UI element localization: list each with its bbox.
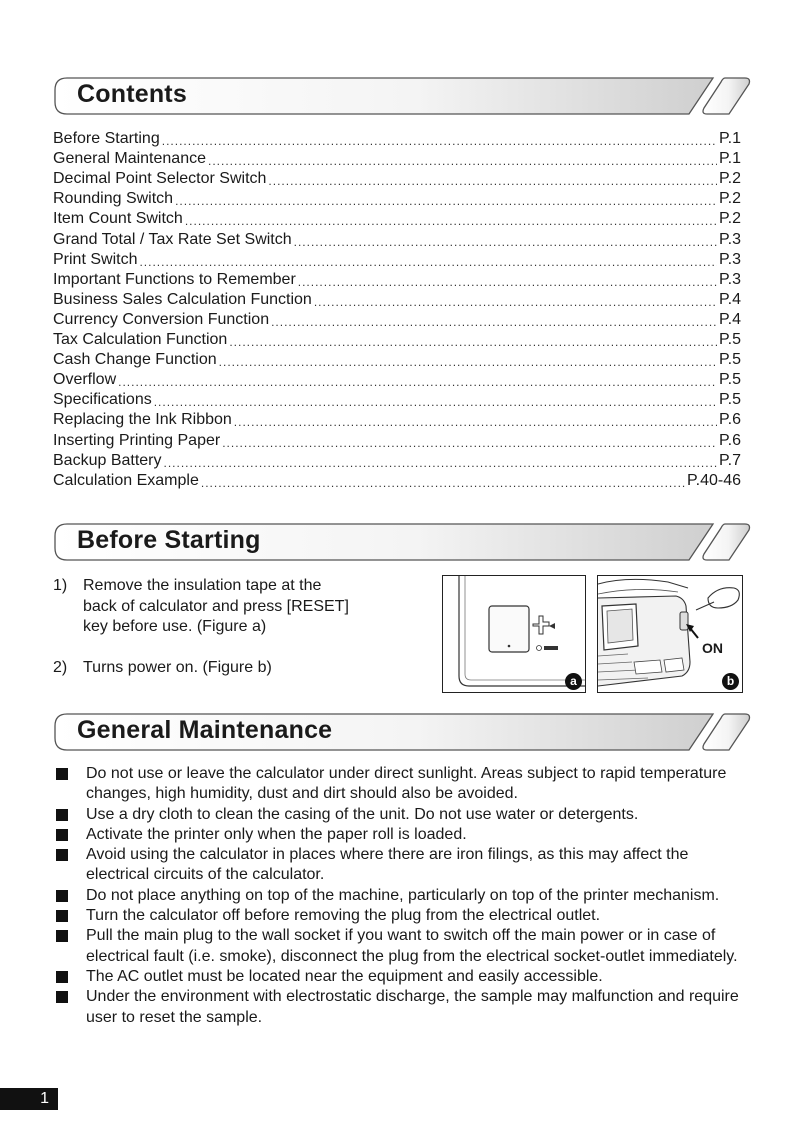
bullet-square-icon	[53, 845, 86, 886]
list-item	[53, 825, 753, 845]
toc-entry	[53, 349, 741, 369]
list-item	[53, 987, 753, 1028]
toc-leader-dots	[268, 174, 717, 188]
toc-entry	[53, 329, 741, 349]
toc-entry	[53, 249, 741, 269]
contents-title: Contents	[77, 80, 187, 108]
toc-leader-dots	[294, 235, 717, 249]
list-item	[53, 845, 753, 886]
toc-entry	[53, 450, 741, 470]
step-item	[53, 576, 433, 638]
toc-entry-title: Specifications	[53, 391, 152, 409]
toc-entry-page: P.6	[719, 411, 741, 429]
toc-entry-page: P.4	[719, 290, 741, 308]
toc-entry-title: Item Count Switch	[53, 210, 183, 228]
toc-entry-title: General Maintenance	[53, 150, 206, 168]
bullet-square-icon	[53, 764, 86, 805]
bullet-square-icon	[53, 886, 86, 906]
toc-entry-title: Tax Calculation Function	[53, 331, 228, 349]
list-item-text: Turn the calculator off before removing the plug from the electrical outlet.	[86, 907, 601, 925]
list-item	[53, 805, 753, 825]
bullet-square-icon	[53, 967, 86, 987]
toc-entry	[53, 168, 741, 188]
list-item	[53, 906, 753, 926]
toc-entry	[53, 309, 741, 329]
calculator-back-illustration	[443, 576, 586, 693]
toc-leader-dots	[185, 214, 717, 228]
toc-leader-dots	[219, 355, 717, 369]
figure-a	[442, 575, 586, 693]
list-item-text: Do not use or leave the calculator under direct sunlight. Areas subject to rapid temperature changes, high humidity, dust and dirt should also be avoided.	[86, 765, 727, 803]
toc-entry-title: Calculation Example	[53, 471, 199, 489]
toc-entry-page: P.3	[719, 230, 741, 248]
figure-b	[597, 575, 743, 693]
toc-leader-dots	[154, 395, 717, 409]
toc-leader-dots	[271, 315, 717, 329]
bullet-square-icon	[53, 825, 86, 845]
toc-entry-page: P.1	[719, 130, 741, 148]
toc-entry-title: Decimal Point Selector Switch	[53, 170, 267, 188]
toc-leader-dots	[175, 194, 717, 208]
toc-leader-dots	[164, 456, 718, 470]
toc-leader-dots	[118, 375, 717, 389]
step-number: 1)	[53, 577, 68, 594]
toc-leader-dots	[162, 134, 717, 148]
bullet-square-icon	[53, 906, 86, 926]
general-maintenance-title: General Maintenance	[77, 716, 333, 744]
toc-entry	[53, 429, 741, 449]
toc-entry-page: P.5	[719, 371, 741, 389]
before-starting-title: Before Starting	[77, 526, 261, 554]
toc-entry-page: P.4	[719, 310, 741, 328]
toc-entry-page: P.6	[719, 431, 741, 449]
list-item	[53, 886, 753, 906]
figure-b-badge: b	[722, 673, 739, 690]
bullet-square-icon	[53, 987, 86, 1028]
toc-entry-title: Replacing the Ink Ribbon	[53, 411, 232, 429]
general-maintenance-header	[53, 710, 751, 754]
toc-leader-dots	[208, 154, 717, 168]
bullet-square-icon	[53, 926, 86, 967]
toc-entry	[53, 289, 741, 309]
toc-entry-title: Rounding Switch	[53, 190, 174, 208]
figure-a-badge: a	[565, 673, 582, 690]
toc-entry-title: Overflow	[53, 371, 117, 389]
before-starting-header	[53, 520, 751, 564]
toc-entry-page: P.1	[719, 150, 741, 168]
toc-entry-title: Business Sales Calculation Function	[53, 290, 312, 308]
calculator-front-illustration	[598, 576, 743, 693]
list-item-text: Use a dry cloth to clean the casing of the unit. Do not use water or detergents.	[86, 805, 639, 823]
toc-entry-title: Inserting Printing Paper	[53, 431, 221, 449]
page-number: 1	[0, 1088, 58, 1110]
maintenance-list	[53, 764, 753, 1028]
toc-entry-page: P.2	[719, 210, 741, 228]
list-item	[53, 764, 753, 805]
list-item-text: Pull the main plug to the wall socket if you want to switch off the main power or in case of electrical fault (i.e. smoke), disconnect the plug from the electrical socket-outlet immediately.	[86, 927, 738, 965]
before-starting-steps	[53, 576, 433, 678]
contents-header	[53, 74, 751, 118]
toc-entry-page: P.5	[719, 331, 741, 349]
toc-entry-title: Important Functions to Remember	[53, 270, 296, 288]
toc-entry-page: P.3	[719, 250, 741, 268]
toc-entry-page: P.2	[719, 170, 741, 188]
toc-leader-dots	[234, 415, 717, 429]
list-item	[53, 926, 753, 967]
toc-entry	[53, 409, 741, 429]
toc-entry	[53, 208, 741, 228]
toc-leader-dots	[298, 275, 717, 289]
toc-entry-title: Print Switch	[53, 250, 138, 268]
toc-entry-page: P.5	[719, 391, 741, 409]
toc-leader-dots	[229, 335, 717, 349]
toc-leader-dots	[201, 476, 685, 490]
step-item	[53, 658, 433, 679]
toc-entry	[53, 148, 741, 168]
bullet-square-icon	[53, 805, 86, 825]
toc-entry	[53, 389, 741, 409]
list-item-text: Activate the printer only when the paper roll is loaded.	[86, 825, 467, 843]
toc-entry	[53, 228, 741, 248]
toc-leader-dots	[139, 255, 717, 269]
toc-entry	[53, 369, 741, 389]
toc-entry-page: P.3	[719, 270, 741, 288]
toc-entry-page: P.2	[719, 190, 741, 208]
list-item-text: Do not place anything on top of the machine, particularly on top of the printer mechanism.	[86, 886, 720, 904]
toc-entry-title: Grand Total / Tax Rate Set Switch	[53, 230, 292, 248]
list-item-text: Avoid using the calculator in places where there are iron filings, as this may affect the electrical circuits of the calculator.	[86, 846, 689, 884]
toc-leader-dots	[314, 295, 717, 309]
step-text: Remove the insulation tape at the back of calculator and press [RESET] key before use. (Figure a)	[83, 577, 349, 635]
step-number: 2)	[53, 658, 68, 676]
list-item-text: Under the environment with electrostatic discharge, the sample may malfunction and require user to reset the sample.	[86, 988, 739, 1026]
table-of-contents	[53, 128, 741, 490]
list-item-text: The AC outlet must be located near the equipment and easily accessible.	[86, 967, 603, 985]
list-item	[53, 967, 753, 987]
toc-entry-title: Currency Conversion Function	[53, 310, 270, 328]
toc-entry-page: P.7	[719, 451, 741, 469]
toc-entry	[53, 128, 741, 148]
toc-entry-page: P.40-46	[687, 471, 741, 489]
toc-entry-page: P.5	[719, 351, 741, 369]
toc-entry-title: Backup Battery	[53, 451, 162, 469]
toc-leader-dots	[222, 436, 717, 450]
toc-entry	[53, 269, 741, 289]
toc-entry-title: Before Starting	[53, 130, 160, 148]
toc-entry	[53, 188, 741, 208]
step-text: Turns power on. (Figure b)	[83, 658, 272, 676]
figure-b-on-label: ON	[702, 640, 723, 656]
toc-entry	[53, 470, 741, 490]
toc-entry-title: Cash Change Function	[53, 351, 217, 369]
